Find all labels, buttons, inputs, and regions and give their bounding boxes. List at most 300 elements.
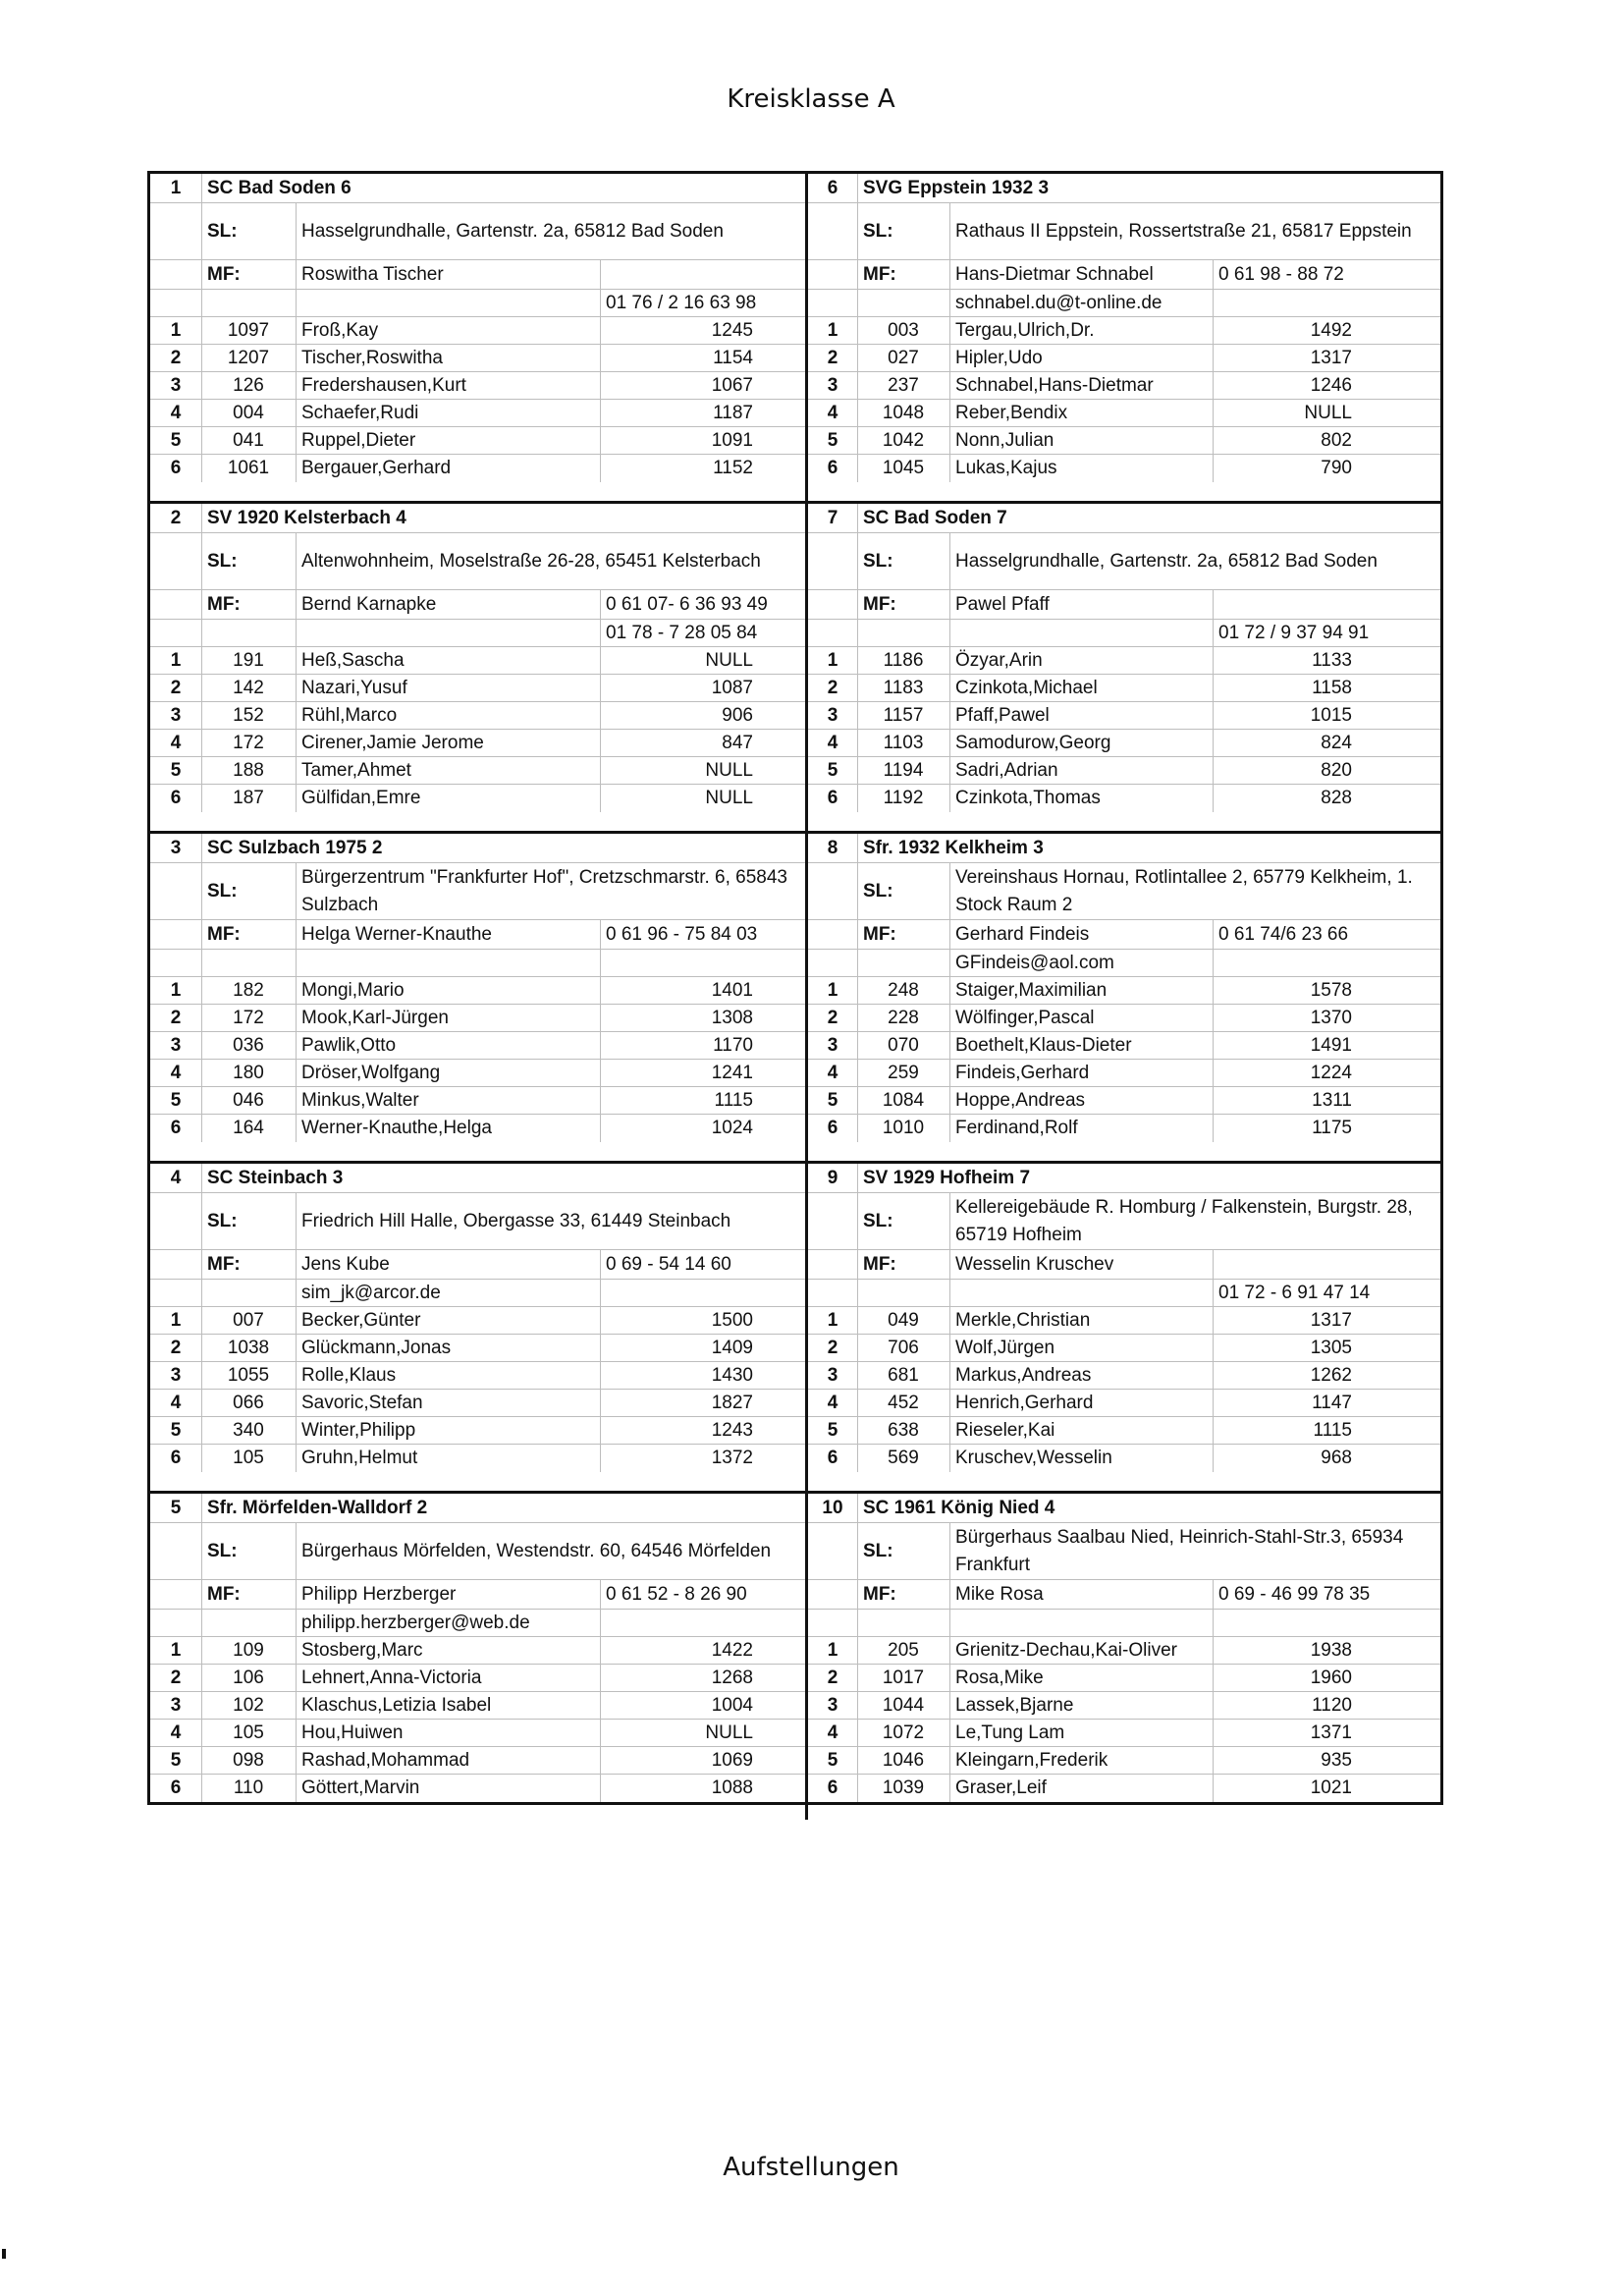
player-id: 152 bbox=[233, 704, 264, 726]
board-number: 6 bbox=[827, 1448, 838, 1468]
player-id: 1046 bbox=[882, 1749, 925, 1771]
player-name: Markus,Andreas bbox=[955, 1364, 1092, 1386]
player-row bbox=[808, 345, 1440, 372]
board-number: 1 bbox=[827, 1309, 838, 1331]
player-id: 706 bbox=[888, 1337, 919, 1358]
board-number: 1 bbox=[827, 649, 838, 671]
team-name: SC 1961 König Nied 4 bbox=[863, 1497, 1055, 1518]
board-number: 3 bbox=[170, 704, 182, 726]
player-id: 098 bbox=[233, 1749, 264, 1771]
player-id: 1084 bbox=[882, 1089, 925, 1111]
player-row bbox=[808, 1720, 1440, 1747]
venue-address: Vereinshaus Hornau, Rotlintallee 2, 65779 Kelkheim, 1. Stock Raum 2 bbox=[955, 866, 1413, 915]
player-rating: 1115 bbox=[714, 1089, 753, 1111]
venue-label: SL: bbox=[207, 1540, 238, 1561]
team-number: 4 bbox=[170, 1167, 182, 1188]
team-header-row bbox=[150, 1494, 805, 1523]
player-rating: 1091 bbox=[711, 429, 753, 451]
captain-label: MF: bbox=[863, 263, 896, 285]
pairing-block bbox=[150, 504, 1440, 834]
team-header-row bbox=[808, 834, 1440, 863]
team-name: SC Bad Soden 7 bbox=[863, 507, 1007, 528]
team-card bbox=[150, 1164, 808, 1491]
team-number: 5 bbox=[170, 1497, 182, 1518]
player-row bbox=[808, 702, 1440, 730]
player-rating: 1243 bbox=[711, 1419, 753, 1441]
player-id: 1017 bbox=[882, 1667, 925, 1688]
player-id: 681 bbox=[888, 1364, 919, 1386]
board-number: 5 bbox=[170, 429, 182, 451]
board-number: 3 bbox=[827, 1694, 838, 1716]
player-id: 187 bbox=[233, 788, 264, 808]
player-id: 046 bbox=[233, 1089, 264, 1111]
player-rating: 1004 bbox=[711, 1694, 753, 1716]
page-title: Kreisklasse A bbox=[727, 84, 895, 114]
player-rating: 824 bbox=[1321, 732, 1352, 753]
player-id: 1103 bbox=[883, 732, 924, 753]
player-row bbox=[808, 1692, 1440, 1720]
player-id: 1044 bbox=[882, 1694, 925, 1716]
player-id: 1097 bbox=[227, 319, 270, 341]
player-row bbox=[808, 647, 1440, 675]
team-number: 7 bbox=[827, 507, 838, 528]
board-number: 6 bbox=[170, 1448, 182, 1468]
player-name: Pfaff,Pawel bbox=[955, 704, 1050, 726]
team-header-row bbox=[150, 1164, 805, 1193]
player-row bbox=[808, 1390, 1440, 1417]
player-row bbox=[808, 1005, 1440, 1032]
team-name: SV 1920 Kelsterbach 4 bbox=[207, 507, 406, 528]
player-id: 105 bbox=[233, 1448, 264, 1468]
team-header-row bbox=[808, 504, 1440, 533]
captain-row bbox=[150, 920, 805, 950]
board-number: 3 bbox=[170, 1694, 182, 1716]
venue-address: Bürgerzentrum "Frankfurter Hof", Cretzschmarstr. 6, 65843 Sulzbach bbox=[301, 866, 788, 915]
contact-row bbox=[808, 1610, 1440, 1637]
player-row bbox=[150, 1445, 805, 1472]
board-number: 1 bbox=[170, 1309, 182, 1331]
captain-row bbox=[150, 1580, 805, 1610]
board-number: 5 bbox=[170, 1749, 182, 1771]
player-rating: 1147 bbox=[1312, 1392, 1352, 1413]
page-footer: Aufstellungen bbox=[723, 2153, 899, 2182]
player-rating: 1241 bbox=[711, 1062, 753, 1083]
player-id: 1157 bbox=[883, 704, 924, 726]
player-name: Özyar,Arin bbox=[955, 649, 1043, 671]
player-rating: 1175 bbox=[1312, 1118, 1352, 1138]
captain-name: Gerhard Findeis bbox=[955, 923, 1090, 945]
player-rating: 1262 bbox=[1310, 1364, 1352, 1386]
team-header-row bbox=[150, 174, 805, 203]
player-id: 191 bbox=[233, 649, 264, 671]
team-card bbox=[808, 834, 1440, 1161]
captain-name: Roswitha Tischer bbox=[301, 263, 444, 285]
player-row bbox=[808, 400, 1440, 427]
player-rating: 1317 bbox=[1310, 347, 1352, 368]
player-name: Rieseler,Kai bbox=[955, 1419, 1055, 1441]
player-name: Ruppel,Dieter bbox=[301, 429, 416, 451]
captain-contact bbox=[296, 290, 600, 316]
captain-row bbox=[808, 1580, 1440, 1610]
captain-name: Philipp Herzberger bbox=[301, 1583, 457, 1605]
venue-address: Rathaus II Eppstein, Rossertstraße 21, 65817 Eppstein bbox=[955, 220, 1412, 242]
contact-row bbox=[150, 1280, 805, 1307]
player-id: 066 bbox=[233, 1392, 264, 1413]
venue-address: Bürgerhaus Mörfelden, Westendstr. 60, 64546 Mörfelden bbox=[301, 1540, 772, 1561]
venue-label: SL: bbox=[863, 550, 893, 572]
contact-row bbox=[150, 1610, 805, 1637]
captain-phone: 0 61 96 - 75 84 03 bbox=[606, 923, 758, 945]
player-rating: 1827 bbox=[711, 1392, 753, 1413]
player-rating: 1187 bbox=[713, 402, 753, 423]
venue-row bbox=[150, 1523, 805, 1580]
team-number: 9 bbox=[827, 1167, 838, 1188]
player-row bbox=[808, 1637, 1440, 1665]
team-header-row bbox=[808, 1494, 1440, 1523]
board-number: 1 bbox=[170, 979, 182, 1001]
board-number: 1 bbox=[170, 1639, 182, 1661]
team-name: SV 1929 Hofheim 7 bbox=[863, 1167, 1031, 1188]
pairing-block bbox=[150, 834, 1440, 1164]
player-row bbox=[150, 400, 805, 427]
board-number: 6 bbox=[827, 788, 838, 808]
player-rating: 1268 bbox=[711, 1667, 753, 1688]
board-number: 3 bbox=[170, 1364, 182, 1386]
player-row bbox=[808, 1032, 1440, 1060]
player-name: Winter,Philipp bbox=[301, 1419, 416, 1441]
captain-contact bbox=[296, 620, 600, 646]
player-rating: 790 bbox=[1321, 458, 1352, 478]
player-row bbox=[150, 1060, 805, 1087]
player-rating: 1224 bbox=[1310, 1062, 1352, 1083]
team-number: 3 bbox=[170, 837, 182, 858]
contact-row bbox=[808, 620, 1440, 647]
player-id: 259 bbox=[888, 1062, 919, 1083]
board-number: 2 bbox=[170, 1667, 182, 1688]
player-rating: 1245 bbox=[711, 319, 753, 341]
player-rating: 1308 bbox=[711, 1007, 753, 1028]
venue-address: Hasselgrundhalle, Gartenstr. 2a, 65812 Bad Soden bbox=[955, 550, 1378, 572]
player-row bbox=[808, 977, 1440, 1005]
board-number: 6 bbox=[170, 458, 182, 478]
player-rating: 968 bbox=[1321, 1448, 1352, 1468]
player-row bbox=[150, 785, 805, 812]
team-name: Sfr. 1932 Kelkheim 3 bbox=[863, 837, 1044, 858]
player-rating: 1492 bbox=[1310, 319, 1352, 341]
board-number: 2 bbox=[170, 1337, 182, 1358]
team-number: 2 bbox=[170, 507, 182, 528]
player-name: Rosa,Mike bbox=[955, 1667, 1044, 1688]
board-number: 1 bbox=[827, 319, 838, 341]
player-row bbox=[150, 730, 805, 757]
player-id: 1207 bbox=[227, 347, 270, 368]
team-card bbox=[150, 834, 808, 1161]
team-name: SC Bad Soden 6 bbox=[207, 177, 351, 198]
captain-label: MF: bbox=[863, 1583, 896, 1605]
board-number: 6 bbox=[170, 788, 182, 808]
captain-row bbox=[808, 1250, 1440, 1280]
board-number: 3 bbox=[170, 1034, 182, 1056]
player-rating: 1115 bbox=[1313, 1419, 1352, 1441]
player-name: Stosberg,Marc bbox=[301, 1639, 423, 1661]
board-number: 2 bbox=[827, 1007, 838, 1028]
board-number: 2 bbox=[827, 347, 838, 368]
player-row bbox=[150, 455, 805, 482]
player-id: 172 bbox=[233, 732, 264, 753]
captain-row bbox=[808, 260, 1440, 290]
player-rating: 1069 bbox=[711, 1749, 753, 1771]
player-name: Mook,Karl-Jürgen bbox=[301, 1007, 449, 1028]
player-row bbox=[150, 1362, 805, 1390]
captain-label: MF: bbox=[207, 263, 241, 285]
player-name: Reber,Bendix bbox=[955, 402, 1068, 423]
venue-row bbox=[150, 863, 805, 920]
player-id: 106 bbox=[233, 1667, 264, 1688]
captain-phone bbox=[600, 260, 805, 289]
player-row bbox=[150, 1032, 805, 1060]
contact-row bbox=[150, 290, 805, 317]
player-row bbox=[150, 1307, 805, 1335]
player-id: 1183 bbox=[883, 677, 924, 698]
player-row bbox=[808, 1775, 1440, 1802]
player-rating: 1067 bbox=[711, 374, 753, 396]
player-row bbox=[150, 1115, 805, 1142]
board-number: 4 bbox=[170, 402, 182, 423]
venue-label: SL: bbox=[863, 1210, 893, 1231]
player-id: 452 bbox=[888, 1392, 919, 1413]
player-name: Henrich,Gerhard bbox=[955, 1392, 1094, 1413]
player-name: Wolf,Jürgen bbox=[955, 1337, 1055, 1358]
board-number: 6 bbox=[170, 1118, 182, 1138]
player-row bbox=[808, 730, 1440, 757]
player-row bbox=[808, 1665, 1440, 1692]
board-number: 6 bbox=[170, 1777, 182, 1798]
venue-row bbox=[808, 203, 1440, 260]
board-number: 3 bbox=[170, 374, 182, 396]
pairing-block bbox=[150, 1494, 1440, 1820]
player-id: 172 bbox=[233, 1007, 264, 1028]
player-name: Wölfinger,Pascal bbox=[955, 1007, 1095, 1028]
player-name: Mongi,Mario bbox=[301, 979, 405, 1001]
player-id: 142 bbox=[233, 677, 264, 698]
board-number: 2 bbox=[170, 677, 182, 698]
captain-label: MF: bbox=[207, 923, 241, 945]
team-header-row bbox=[808, 1164, 1440, 1193]
board-number: 3 bbox=[827, 1364, 838, 1386]
player-rating: 1170 bbox=[713, 1034, 753, 1056]
venue-label: SL: bbox=[207, 220, 238, 242]
team-name: SC Sulzbach 1975 2 bbox=[207, 837, 383, 858]
player-name: Cirener,Jamie Jerome bbox=[301, 732, 484, 753]
player-row bbox=[150, 675, 805, 702]
player-row bbox=[150, 977, 805, 1005]
player-row bbox=[150, 647, 805, 675]
player-row bbox=[808, 757, 1440, 785]
player-id: 036 bbox=[233, 1034, 264, 1056]
captain-phone: 0 61 74/6 23 66 bbox=[1218, 923, 1349, 945]
captain-label: MF: bbox=[207, 1253, 241, 1275]
player-rating: 820 bbox=[1321, 759, 1352, 781]
player-name: Rühl,Marco bbox=[301, 704, 398, 726]
player-id: 228 bbox=[888, 1007, 919, 1028]
player-row bbox=[808, 455, 1440, 482]
venue-row bbox=[150, 533, 805, 590]
venue-label: SL: bbox=[863, 880, 893, 902]
board-number: 2 bbox=[827, 1337, 838, 1358]
player-rating: 828 bbox=[1321, 788, 1352, 808]
player-row bbox=[150, 1665, 805, 1692]
player-id: 1010 bbox=[882, 1118, 925, 1138]
player-name: Sadri,Adrian bbox=[955, 759, 1058, 781]
player-name: Froß,Kay bbox=[301, 319, 379, 341]
player-row bbox=[808, 317, 1440, 345]
player-rating: NULL bbox=[705, 788, 753, 808]
board-number: 6 bbox=[827, 458, 838, 478]
player-name: Schaefer,Rudi bbox=[301, 402, 419, 423]
player-rating: NULL bbox=[1304, 402, 1352, 423]
player-rating: 1500 bbox=[711, 1309, 753, 1331]
contact-row bbox=[808, 290, 1440, 317]
board-number: 4 bbox=[170, 1392, 182, 1413]
player-id: 1042 bbox=[882, 429, 925, 451]
board-number: 2 bbox=[827, 1667, 838, 1688]
player-name: Heß,Sascha bbox=[301, 649, 405, 671]
team-name: SVG Eppstein 1932 3 bbox=[863, 177, 1050, 198]
player-name: Tamer,Ahmet bbox=[301, 759, 411, 781]
player-name: Becker,Günter bbox=[301, 1309, 421, 1331]
player-row bbox=[150, 702, 805, 730]
venue-address: Altenwohnheim, Moselstraße 26-28, 65451 Kelsterbach bbox=[301, 550, 761, 572]
venue-address: Kellereigebäude R. Homburg / Falkenstein, Burgstr. 28, 65719 Hofheim bbox=[955, 1196, 1413, 1245]
captain-phone: 0 61 07- 6 36 93 49 bbox=[606, 593, 768, 615]
player-name: Göttert,Marvin bbox=[301, 1777, 420, 1798]
player-name: Savoric,Stefan bbox=[301, 1392, 423, 1413]
player-rating: 1087 bbox=[711, 677, 753, 698]
player-name: Samodurow,Georg bbox=[955, 732, 1111, 753]
player-row bbox=[150, 1390, 805, 1417]
player-name: Rashad,Mohammad bbox=[301, 1749, 470, 1771]
player-row bbox=[808, 427, 1440, 455]
board-number: 3 bbox=[827, 1034, 838, 1056]
player-rating: 1960 bbox=[1310, 1667, 1352, 1688]
player-name: Graser,Leif bbox=[955, 1777, 1047, 1798]
player-name: Kruschev,Wesselin bbox=[955, 1448, 1112, 1468]
player-id: 126 bbox=[233, 374, 264, 396]
player-id: 049 bbox=[888, 1309, 919, 1331]
team-number: 1 bbox=[170, 177, 182, 198]
captain-contact: sim_jk@arcor.de bbox=[301, 1282, 441, 1303]
player-name: Hoppe,Andreas bbox=[955, 1089, 1086, 1111]
player-id: 188 bbox=[233, 759, 264, 781]
player-name: Boethelt,Klaus-Dieter bbox=[955, 1034, 1132, 1056]
player-name: Tischer,Roswitha bbox=[301, 347, 443, 368]
player-id: 003 bbox=[888, 319, 919, 341]
venue-row bbox=[150, 1193, 805, 1250]
team-name: Sfr. Mörfelden-Walldorf 2 bbox=[207, 1497, 428, 1518]
board-number: 5 bbox=[170, 1089, 182, 1111]
player-row bbox=[150, 757, 805, 785]
captain-label: MF: bbox=[863, 923, 896, 945]
player-name: Findeis,Gerhard bbox=[955, 1062, 1090, 1083]
player-name: Czinkota,Thomas bbox=[955, 788, 1101, 808]
contact-row bbox=[808, 1280, 1440, 1307]
player-name: Czinkota,Michael bbox=[955, 677, 1098, 698]
player-row bbox=[808, 1060, 1440, 1087]
player-rating: 1370 bbox=[1310, 1007, 1352, 1028]
captain-phone-2 bbox=[600, 1610, 805, 1636]
captain-phone-2: 01 72 - 6 91 47 14 bbox=[1218, 1282, 1371, 1303]
player-row bbox=[150, 1417, 805, 1445]
player-id: 004 bbox=[233, 402, 264, 423]
player-rating: 1371 bbox=[1310, 1722, 1352, 1743]
player-name: Ferdinand,Rolf bbox=[955, 1118, 1078, 1138]
board-number: 2 bbox=[170, 347, 182, 368]
player-name: Nonn,Julian bbox=[955, 429, 1054, 451]
player-name: Le,Tung Lam bbox=[955, 1722, 1065, 1743]
board-number: 1 bbox=[170, 319, 182, 341]
player-row bbox=[808, 1335, 1440, 1362]
captain-row bbox=[808, 920, 1440, 950]
player-id: 1048 bbox=[882, 402, 925, 423]
player-row bbox=[150, 1335, 805, 1362]
player-row bbox=[150, 1692, 805, 1720]
board-number: 6 bbox=[827, 1777, 838, 1798]
player-id: 1072 bbox=[882, 1722, 925, 1743]
player-rating: 1317 bbox=[1310, 1309, 1352, 1331]
player-row bbox=[808, 675, 1440, 702]
player-rating: 1158 bbox=[1312, 677, 1352, 698]
player-rating: 1120 bbox=[1312, 1694, 1352, 1716]
player-id: 1038 bbox=[227, 1337, 270, 1358]
player-row bbox=[808, 1747, 1440, 1775]
captain-label: MF: bbox=[207, 593, 241, 615]
venue-row bbox=[808, 863, 1440, 920]
board-number: 5 bbox=[827, 1749, 838, 1771]
captain-phone-2 bbox=[1213, 950, 1440, 976]
player-rating: 1154 bbox=[713, 347, 753, 368]
captain-contact bbox=[949, 1610, 1213, 1636]
player-row bbox=[808, 1115, 1440, 1142]
captain-phone: 0 69 - 46 99 78 35 bbox=[1218, 1583, 1371, 1605]
player-rating: NULL bbox=[705, 1722, 753, 1743]
player-id: 164 bbox=[233, 1118, 264, 1138]
player-name: Tergau,Ulrich,Dr. bbox=[955, 319, 1095, 341]
player-name: Minkus,Walter bbox=[301, 1089, 419, 1111]
captain-contact bbox=[296, 950, 600, 976]
player-row bbox=[150, 372, 805, 400]
venue-address: Hasselgrundhalle, Gartenstr. 2a, 65812 Bad Soden bbox=[301, 220, 724, 242]
player-row bbox=[808, 1417, 1440, 1445]
player-rating: 847 bbox=[722, 732, 753, 753]
captain-phone-2 bbox=[1213, 1610, 1440, 1636]
captain-row bbox=[150, 260, 805, 290]
captain-row bbox=[808, 590, 1440, 620]
player-row bbox=[150, 427, 805, 455]
player-name: Lukas,Kajus bbox=[955, 458, 1057, 478]
player-name: Klaschus,Letizia Isabel bbox=[301, 1694, 492, 1716]
board-number: 5 bbox=[170, 759, 182, 781]
player-row bbox=[150, 1747, 805, 1775]
player-id: 070 bbox=[888, 1034, 919, 1056]
captain-phone-2: 01 72 / 9 37 94 91 bbox=[1218, 622, 1370, 643]
player-name: Lassek,Bjarne bbox=[955, 1694, 1074, 1716]
captain-contact: schnabel.du@t-online.de bbox=[955, 292, 1162, 313]
player-rating: 1938 bbox=[1310, 1639, 1352, 1661]
team-header-row bbox=[150, 504, 805, 533]
team-card bbox=[150, 174, 808, 501]
captain-row bbox=[150, 590, 805, 620]
player-rating: 1372 bbox=[711, 1448, 753, 1468]
